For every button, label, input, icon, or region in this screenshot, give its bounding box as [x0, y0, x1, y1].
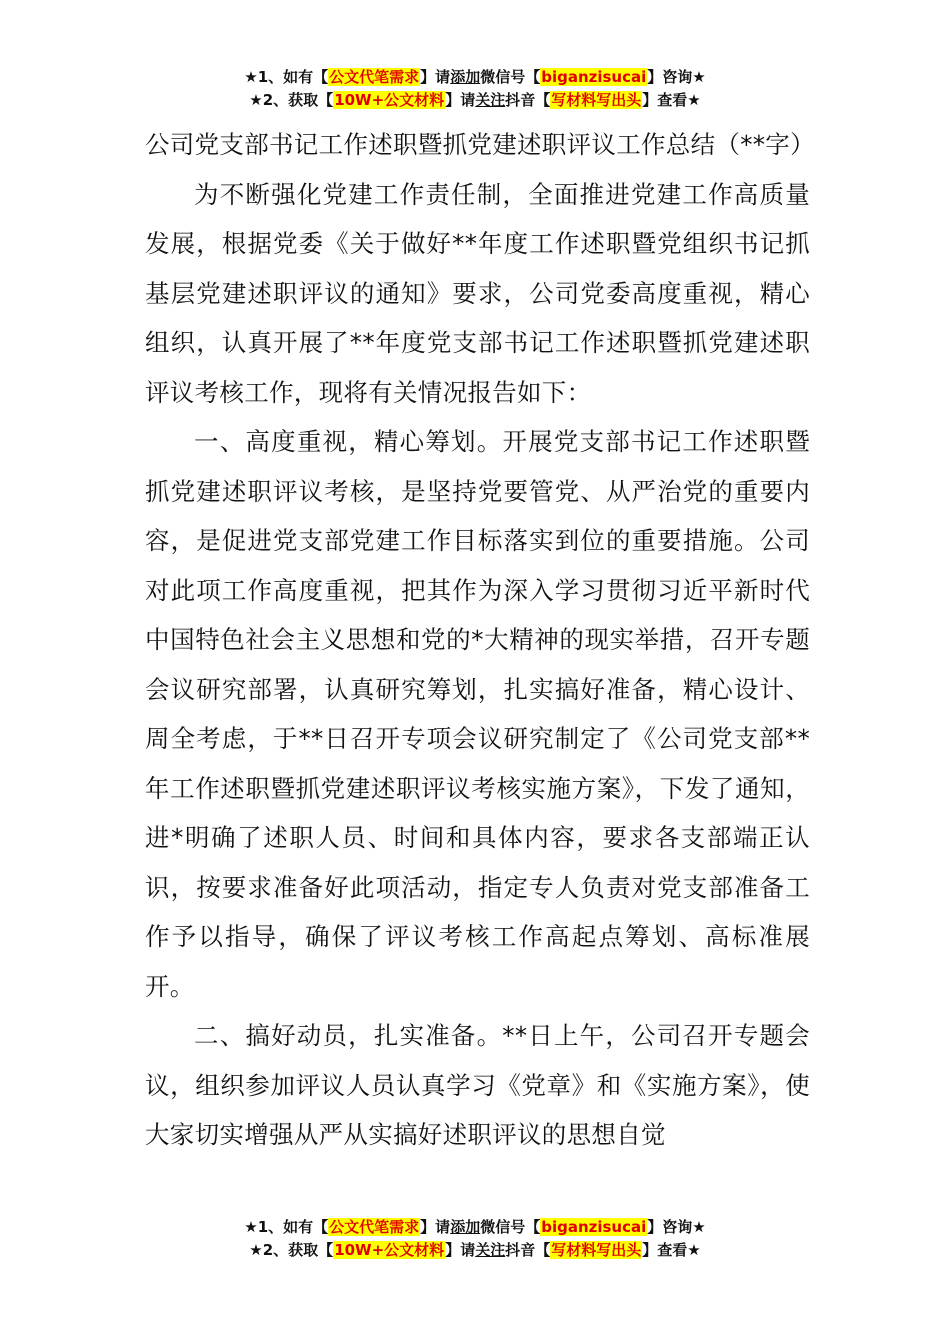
document-title: 公司党支部书记工作述职暨抓党建述职评议工作总结（**字）: [145, 130, 815, 159]
promo-wechat-id: biganzisucai: [541, 1218, 647, 1236]
promo-text: 】请: [420, 68, 451, 86]
promo-text: ★1、如有【: [244, 68, 329, 86]
promo-line-1: [0, 66, 950, 89]
promo-underlined: 添加: [450, 1218, 481, 1236]
promo-text: 】请: [445, 91, 476, 109]
promo-line-2: [0, 1239, 950, 1262]
promo-highlight: 公文代笔需求: [329, 1218, 420, 1236]
promo-text: 】请: [445, 1241, 476, 1259]
promo-banner-bottom: [0, 1216, 950, 1262]
promo-highlight: 10W+公文材料: [334, 91, 445, 109]
paragraph-section-1: 一、高度重视，精心筹划。开展党支部书记工作述职暨抓党建述职评议考核，是坚持党要管党、从严治党的重要内容，是促进党支部党建工作目标落实到位的重要措施。公司对此项工作高度重视，把其作为深入学习贯彻习近平新时代中国特色社会主义思想和党的*大精神的现实举措，召开专题会议研究部署，认真研究筹划，扎实搞好准备，精心设计、周全考虑，于**日召开专项会议研究制定了《公司党支部**年工作述职暨抓党建述职评议考核实施方案》，下发了通知，进*明确了述职人员、时间和具体内容，要求各支部端正认识，按要求准备好此项活动，指定专人负责对党支部准备工作予以指导，确保了评议考核工作高起点筹划、高标准展开。: [145, 427, 810, 1001]
promo-text: 】查看★: [642, 1241, 701, 1259]
promo-banner-top: [0, 66, 950, 112]
promo-underlined: 关注: [475, 91, 506, 109]
promo-text: 微信号【: [480, 68, 541, 86]
promo-text: 】查看★: [642, 91, 701, 109]
promo-douyin-id: 写材料写出头: [551, 1241, 642, 1259]
promo-underlined: 添加: [450, 68, 481, 86]
promo-highlight: 10W+公文材料: [334, 1241, 445, 1259]
promo-text: 】请: [420, 1218, 451, 1236]
promo-text: ★2、获取【: [249, 1241, 334, 1259]
promo-text: ★1、如有【: [244, 1218, 329, 1236]
promo-wechat-id: biganzisucai: [541, 68, 647, 86]
document-body: [145, 120, 815, 1160]
promo-underlined: 关注: [475, 1241, 506, 1259]
promo-text: 】咨询★: [647, 1218, 706, 1236]
promo-line-1: [0, 1216, 950, 1239]
promo-text: 微信号【: [480, 1218, 541, 1236]
promo-text: 抖音【: [505, 1241, 551, 1259]
paragraph-section-2: 二、搞好动员，扎实准备。**日上午，公司召开专题会议，组织参加评议人员认真学习《党章》和《实施方案》，使大家切实增强从严从实搞好述职评议的思想自觉: [145, 1021, 810, 1149]
paragraph-intro: 为不断强化党建工作责任制，全面推进党建工作高质量发展，根据党委《关于做好**年度工作述职暨党组织书记抓基层党建述职评议的通知》要求，公司党委高度重视，精心组织，认真开展了**年度党支部书记工作述职暨抓党建述职评议考核工作，现将有关情况报告如下：: [145, 179, 810, 407]
promo-line-2: [0, 89, 950, 112]
promo-douyin-id: 写材料写出头: [551, 91, 642, 109]
promo-highlight: 公文代笔需求: [329, 68, 420, 86]
promo-text: ★2、获取【: [249, 91, 334, 109]
promo-text: 抖音【: [505, 91, 551, 109]
promo-text: 】咨询★: [647, 68, 706, 86]
